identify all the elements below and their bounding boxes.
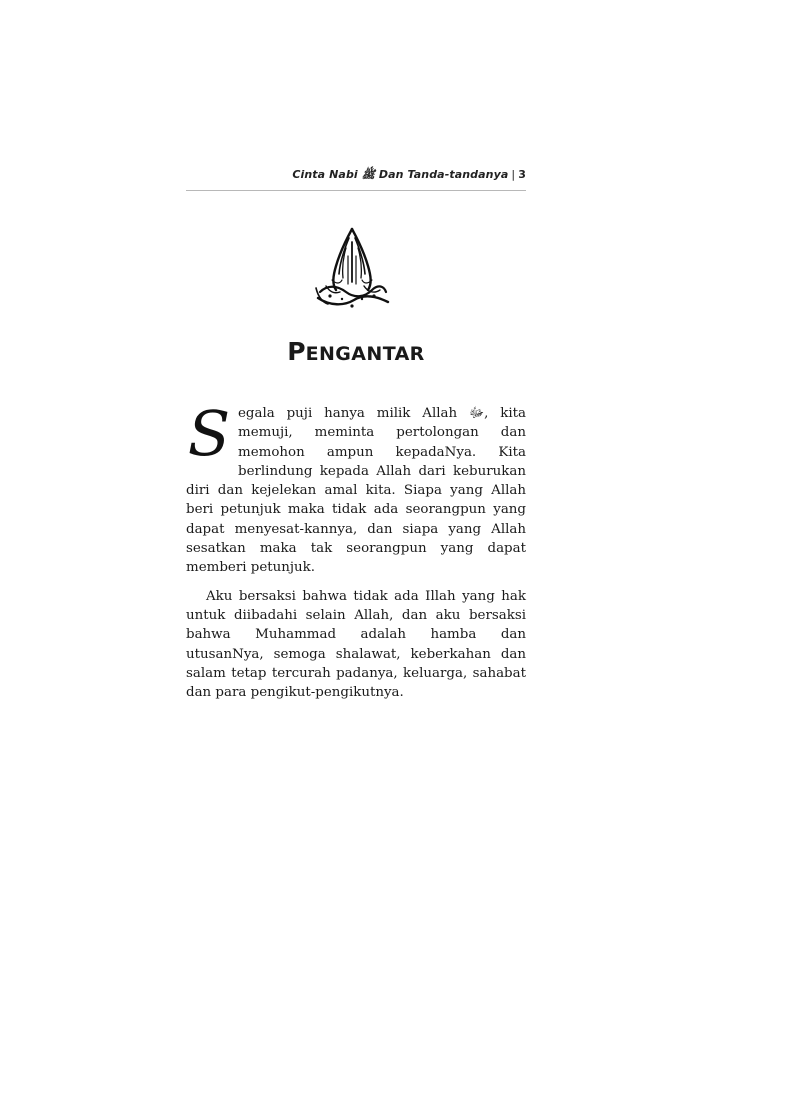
book-title: Cinta Nabi ﷺ Dan Tanda-tandanya <box>292 168 509 181</box>
page-number: 3 <box>518 168 526 181</box>
paragraph-1-text: egala puji hanya milik Allah ﷻ, kita memuji, meminta pertolongan dan memohon ampun kepadaNya. Kita berlindung kepada Allah dari keburukan diri dan kejelekan amal kita. Siapa yang Allah beri petunjuk maka tidak ada seorangpun yang dapat menyesat-kannya, dan siapa yang Allah sesatkan maka tak seorangpun yang dapat memberi petunjuk. <box>186 406 526 576</box>
running-header <box>186 168 526 191</box>
body-text <box>186 397 526 702</box>
header-text <box>292 168 526 184</box>
header-separator: | <box>511 168 516 181</box>
drop-cap: S <box>187 397 231 470</box>
chapter-title-rest: ENGANTAR <box>305 343 425 365</box>
paragraph-2: Aku bersaksi bahwa tidak ada Illah yang hak untuk diibadahi selain Allah, dan aku bersaksi bahwa Muhammad adalah hamba dan utusanNya, semoga shalawat, keberkahan dan salam tetap tercurah padanya, keluarga, sahabat dan para pengikut-pengikutnya. <box>186 588 526 701</box>
basmala-calligraphy-icon <box>312 226 392 310</box>
paragraph-1 <box>186 397 526 578</box>
chapter-title-initial: P <box>287 337 306 366</box>
chapter-title <box>186 336 526 371</box>
